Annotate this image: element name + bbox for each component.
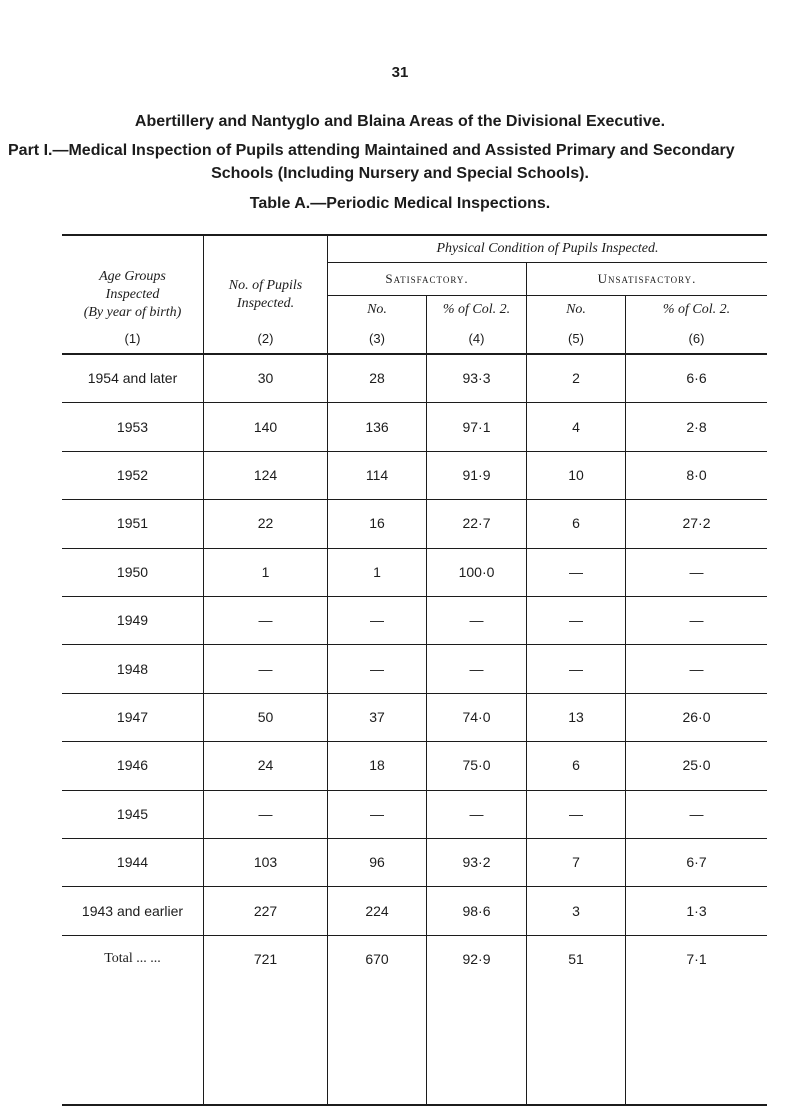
table-cell: — [569, 612, 583, 629]
table-cell: — [258, 805, 273, 822]
header-age-groups-line3: (By year of birth) [83, 305, 182, 320]
table-cell: 6·7 [686, 854, 707, 871]
table-cell: 1949 [116, 612, 149, 629]
table-cell: 1947 [116, 708, 149, 725]
table-cell: 3 [572, 902, 580, 919]
header-age-groups-line2: Inspected [105, 287, 160, 302]
table-cell: 1953 [116, 418, 149, 435]
table-cell: 227 [253, 902, 278, 919]
table-cell: 1948 [116, 660, 149, 677]
header-physical-condition: Physical Condition of Pupils Inspected. [436, 241, 659, 256]
table-cell: 25·0 [682, 757, 711, 774]
document-subtitle-line2: Schools (Including Nursery and Special Schools). [211, 165, 589, 182]
table-cell: — [569, 660, 583, 677]
table-cell: 75·0 [462, 757, 491, 774]
table-cell: — [569, 563, 583, 580]
col-number: (4) [468, 330, 485, 346]
col-number: (1) [124, 330, 141, 346]
table-cell: — [258, 612, 273, 629]
table-cell: 1946 [116, 757, 149, 774]
table-cell: 6 [572, 515, 580, 532]
document-subtitle-line1: Part I.—Medical Inspection of Pupils attending Maintained and Assisted Primary and Secondary [8, 142, 735, 159]
table-cell: 1 [261, 563, 270, 580]
table-cell: 224 [365, 902, 389, 919]
table-cell: 2 [572, 370, 580, 387]
table-cell: Total ... ... [104, 950, 161, 966]
table-cell: 30 [257, 370, 274, 387]
table-cell: 670 [365, 950, 389, 967]
table-cell: 22·7 [462, 515, 491, 532]
table-cell: — [370, 612, 384, 629]
table-cell: 721 [253, 950, 278, 967]
table-cell: 7·1 [686, 950, 707, 967]
table-cell: 24 [257, 757, 274, 774]
table-cell: 26·0 [682, 708, 711, 725]
table-cell: 1952 [116, 466, 149, 483]
table-cell: — [689, 612, 704, 629]
table-cell: 28 [369, 370, 385, 387]
table-cell: 1951 [116, 515, 149, 532]
table-cell: 93·3 [462, 370, 491, 387]
table-cell: — [469, 612, 484, 629]
table-cell: 1954 and later [87, 370, 178, 387]
header-pupils-line2: Inspected. [236, 296, 295, 311]
table-cell: 50 [257, 708, 274, 725]
col-number: (3) [369, 330, 385, 346]
table-cell: 100·0 [458, 563, 495, 580]
table-bottom-rule [62, 1104, 767, 1106]
table-cell: 97·1 [462, 418, 491, 435]
table-cell: 136 [365, 418, 389, 435]
table-cell: 103 [253, 854, 278, 871]
table-cell: — [689, 563, 704, 580]
table-title: Table A.—Periodic Medical Inspections. [249, 195, 551, 212]
table-cell: 4 [572, 418, 580, 435]
table-cell: 96 [369, 854, 385, 871]
table-cell: — [370, 805, 384, 822]
table-cell: — [370, 660, 384, 677]
header-pupils-line1: No. of Pupils [228, 278, 303, 293]
table-cell: 98·6 [462, 902, 491, 919]
table-cell: — [689, 660, 704, 677]
table-cell: — [569, 805, 583, 822]
table-cell: 114 [365, 466, 389, 483]
page-number: 31 [391, 64, 409, 81]
header-age-groups-line1: Age Groups [99, 269, 166, 284]
table-cell: 93·2 [462, 854, 491, 871]
table-cell: 1 [373, 563, 381, 580]
document-title: Abertillery and Nantyglo and Blaina Areas of the Divisional Executive. [134, 113, 666, 130]
table-cell: 1945 [116, 805, 149, 822]
table-cell: 18 [369, 757, 385, 774]
table-cell: 91·9 [462, 466, 491, 483]
header-unsatisfactory-pct: % of Col. 2. [662, 302, 731, 317]
col-number: (5) [568, 330, 584, 346]
col-number: (6) [688, 330, 705, 346]
table-cell: 6·6 [686, 370, 707, 387]
header-age-groups [62, 265, 203, 325]
table-cell: 10 [568, 466, 584, 483]
header-satisfactory-pct: % of Col. 2. [442, 302, 511, 317]
header-satisfactory-no: No. [367, 302, 387, 317]
table-cell: 27·2 [682, 515, 711, 532]
table-cell: 140 [253, 418, 278, 435]
table-cell: — [258, 660, 273, 677]
table-cell: 16 [369, 515, 385, 532]
header-satisfactory: Satisfactory. [385, 271, 469, 286]
header-unsatisfactory: Unsatisfactory. [597, 271, 697, 286]
table-cell: 74·0 [462, 708, 491, 725]
table-cell: 6 [572, 757, 580, 774]
table-cell: 7 [572, 854, 580, 871]
table-cell: 13 [568, 708, 584, 725]
table-cell: — [689, 805, 704, 822]
table-cell: — [469, 805, 484, 822]
table-cell: 37 [369, 708, 385, 725]
table-cell: 1944 [116, 854, 149, 871]
header-unsatisfactory-no: No. [566, 302, 586, 317]
table-cell: 51 [568, 950, 584, 967]
table-cell: 124 [253, 466, 278, 483]
table-cell: 22 [257, 515, 274, 532]
table-cell: — [469, 660, 484, 677]
table-cell: 92·9 [462, 950, 491, 967]
header-pupils-inspected [204, 265, 327, 325]
table-cell: 2·8 [686, 418, 707, 435]
table-cell: 1·3 [686, 902, 707, 919]
col-number: (2) [257, 330, 274, 346]
table-cell: 1943 and earlier [81, 902, 184, 919]
table-cell: 1950 [116, 563, 149, 580]
table-cell: 8·0 [686, 466, 707, 483]
